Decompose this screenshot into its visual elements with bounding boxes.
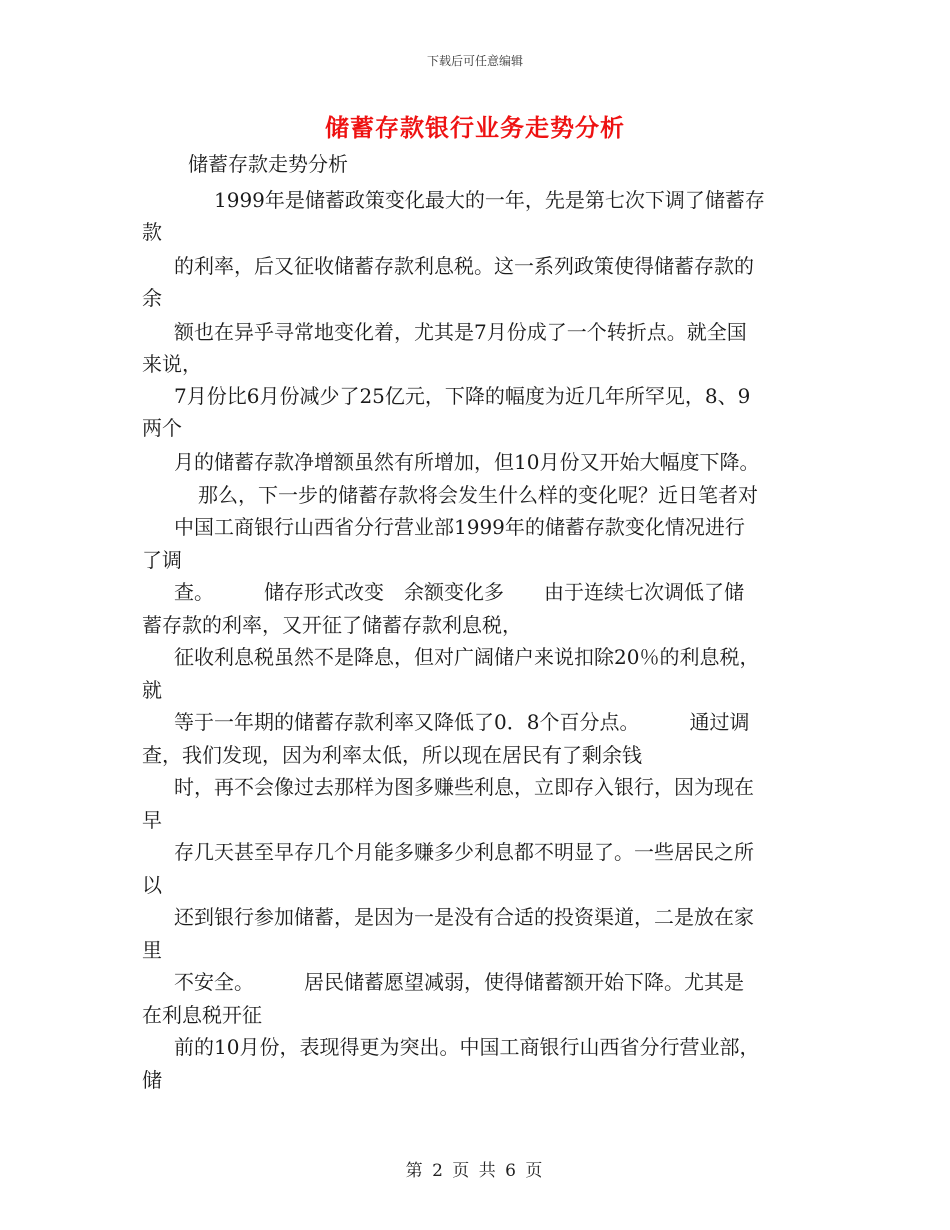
text-line: 查。 储存形式改变 余额变化多 由于连续七次调低了储	[174, 580, 744, 604]
text-line: 在利息税开征	[142, 1003, 262, 1027]
text-line: 7月份比6月份减少了25亿元，下降的幅度为近几年所罕见，8、9	[174, 384, 751, 408]
text-line: 来说，	[142, 352, 202, 376]
text-line: 查，我们发现，因为利率太低，所以现在居民有了剩余钱	[142, 743, 642, 767]
text-line: 就	[142, 678, 162, 702]
page-number-footer: 第 2 页 共 6 页	[405, 1161, 545, 1181]
header-note: 下载后可任意编辑	[426, 54, 523, 68]
text-line: 时，再不会像过去那样为图多赚些利息，立即存入银行，因为现在	[174, 775, 754, 799]
text-line: 征收利息税虽然不是降息，但对广阔储户来说扣除20％的利息税，	[174, 645, 760, 669]
text-line: 以	[142, 873, 162, 897]
text-line: 两个	[142, 416, 182, 440]
text-line: 等于一年期的储蓄存款利率又降低了0．8个百分点。 通过调	[174, 710, 750, 734]
text-line: 蓄存款的利率，又开征了储蓄存款利息税，	[142, 613, 522, 637]
text-line: 不安全。 居民储蓄愿望减弱，使得储蓄额开始下降。尤其是	[174, 970, 744, 994]
text-line: 款	[142, 220, 162, 244]
text-line: 的利率，后又征收储蓄存款利息税。这一系列政策使得储蓄存款的	[174, 254, 754, 278]
document-title: 储蓄存款银行业务走势分析	[325, 113, 625, 142]
text-line: 存几天甚至早存几个月能多赚多少利息都不明显了。一些居民之所	[174, 840, 754, 864]
text-line: 储	[142, 1068, 162, 1092]
text-line: 中国工商银行山西省分行营业部1999年的储蓄存款变化情况进行	[174, 515, 745, 539]
text-line: 那么，下一步的储蓄存款将会发生什么样的变化呢？近日笔者对	[198, 483, 758, 507]
text-line: 早	[142, 808, 162, 832]
text-line: 了调	[142, 548, 182, 572]
text-line: 里	[142, 938, 162, 962]
text-line: 储蓄存款走势分析	[188, 152, 348, 176]
text-line: 1999年是储蓄政策变化最大的一年，先是第七次下调了储蓄存	[214, 188, 765, 212]
text-line: 前的10月份，表现得更为突出。中国工商银行山西省分行营业部，	[174, 1035, 760, 1059]
text-line: 额也在异乎寻常地变化着，尤其是7月份成了一个转折点。就全国	[174, 320, 747, 344]
text-line: 还到银行参加储蓄，是因为一是没有合适的投资渠道，二是放在家	[174, 905, 754, 929]
text-line: 月的储蓄存款净增额虽然有所增加，但10月份又开始大幅度下降。	[174, 450, 760, 474]
text-line: 余	[142, 286, 162, 310]
